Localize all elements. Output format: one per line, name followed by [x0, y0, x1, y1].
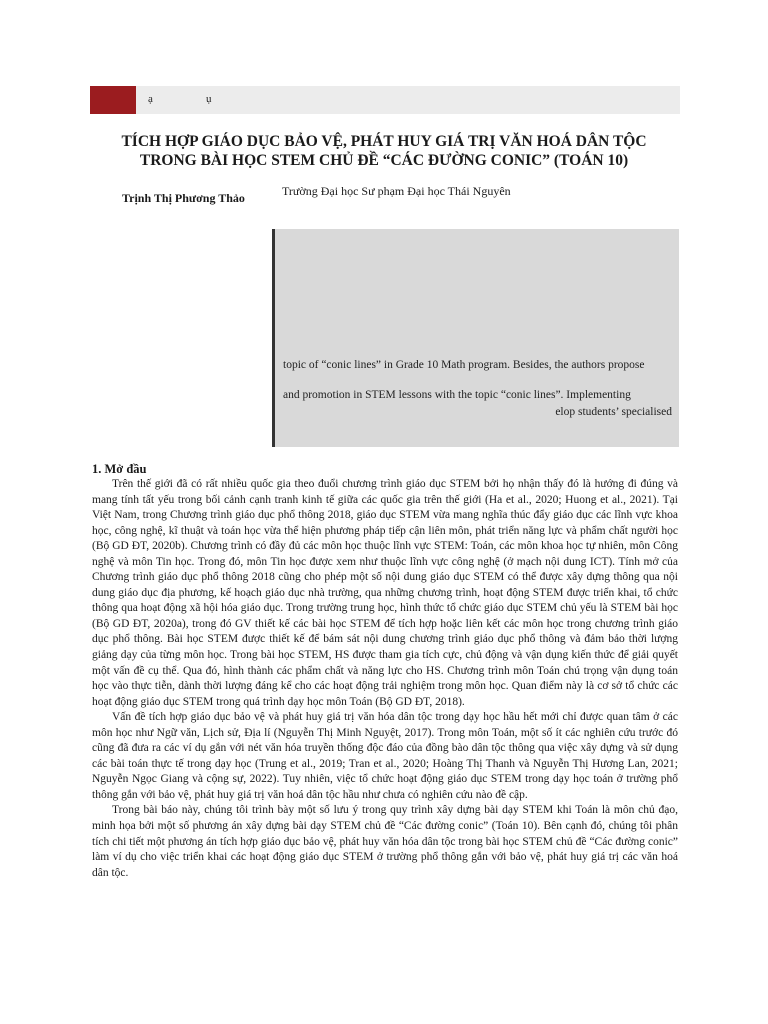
- title-line-2: TRONG BÀI HỌC STEM CHỦ ĐỀ “CÁC ĐƯỜNG CONIC” (TOÁN 10): [139, 152, 629, 169]
- paragraph: Trong bài báo này, chúng tôi trình bày một số lưu ý trong quy trình xây dựng bài dạy STEM khi Toán là môn chủ đạo, minh họa bởi một số phương án xây dựng bài dạy STEM chủ đề “Các đường conic” (Toán 10). Bên cạnh đó, chúng tôi phân tích chi tiết một phương án tích hợp giáo dục bảo vệ, phát huy văn hóa dân tộc trong bài học STEM chủ đề “Các đường conic” làm ví dụ cho việc triển khai các hoạt động giáo dục STEM ở trường phổ thông gắn với bảo vệ, phát huy giá trị các văn hoá dân tộc.: [92, 804, 678, 879]
- abstract-line-3: elop students’ specialised: [555, 406, 672, 418]
- header-right-mark: ụ: [206, 93, 212, 105]
- header-left-mark: ạ: [148, 93, 153, 105]
- abstract-box: [272, 229, 679, 447]
- paragraph: Vấn đề tích hợp giáo dục bảo vệ và phát huy giá trị văn hóa dân tộc trong dạy học hầu hết mới chỉ được quan tâm ở các môn học như Ngữ văn, Lịch sử, Địa lí (Nguyễn Thị Minh Nguyệt, 2017). Trong môn Toán, một số ít các nghiên cứu trước đó cũng đã đưa ra các ví dụ gắn với nét văn hóa truyền thống độc đáo của đồng bào dân tộc thông qua việc xây dựng và sử dụng các bài toán thực tế trong dạy học (Trung et al., 2019; Tran et al., 2020; Hoàng Thị Thanh và Nguyễn Thị Hương Lan, 2021; Nguyễn Ngọc Giang và cộng sự, 2022). Tuy nhiên, việc tổ chức hoạt động giáo dục STEM trong dạy học toán ở trường phổ thông gắn với bảo vệ, phát huy giá trị văn hoá dân tộc hầu như chưa có nghiên cứu nào đề cập.: [92, 711, 678, 801]
- section-heading: 1. Mở đầu: [92, 462, 147, 476]
- author-affiliation: Trường Đại học Sư phạm Đại học Thái Nguyên: [282, 184, 511, 198]
- header-accent-block: [90, 86, 136, 114]
- abstract-line-2: and promotion in STEM lessons with the topic “conic lines”. Implementing: [283, 389, 631, 401]
- paragraph: Trên thế giới đã có rất nhiều quốc gia theo đuổi chương trình giáo dục STEM bởi họ nhận thấy đó là hướng đi đúng và mang tính tất yếu trong bối cảnh cạnh tranh kinh tế giữa các quốc gia trên thế giới (Ha et al., 2020; Huong et al., 2021). Tại Việt Nam, trong Chương trình giáo dục phổ thông 2018, giáo dục STEM vừa mang nghĩa thúc đẩy giáo dục các lĩnh vực khoa học, công nghệ, kĩ thuật và toán học vừa thể hiện phương pháp tiếp cận liên môn, phát triển năng lực và phẩm chất người học (Bộ GD ĐT, 2020b). Chương trình có đầy đủ các môn học thuộc lĩnh vực STEM: Toán, các môn khoa học tự nhiên, môn Công nghệ và môn Tin học. Trong đó, môn Tin học được xem như thuộc lĩnh vực công nghệ (ở mạch nội dung ICT). Tính mở của Chương trình giáo dục phổ thông 2018 cũng cho phép một số nội dung giáo dục STEM có thể được xây dựng thông qua nội dung giáo dục địa phương, kế hoạch giáo dục nhà trường, qua những chương trình, hoạt động STEM được triển khai, tổ chức thông qua hoạt động xã hội hóa giáo dục. Trong trường trung học, hình thức tổ chức giáo dục STEM chủ yếu là STEM bài học (Bộ GD ĐT, 2020a), trong đó GV thiết kế các bài học STEM để tích hợp hoặc liên kết các môn học trong chương trình giáo dục phổ thông. Bài học STEM được thiết kế để bám sát nội dung chương trình giáo dục phổ thông và đảm bảo thời lượng giảng dạy của từng môn học. Trong bài học STEM, HS được tham gia tích cực, chủ động và vận dụng kiến thức để giải quyết một vấn đề cụ thể. Qua đó, hình thành các phẩm chất và năng lực cho HS. Chương trình môn Toán chú trọng vận dụng toán học vào thực tiễn, dành thời lượng đáng kể cho các hoạt động trải nghiệm trong môn học. Quan điểm này là cơ sở tổ chức các hoạt động giáo dục STEM trong quá trình dạy học môn Toán (Bộ GD ĐT, 2018).: [92, 478, 678, 708]
- article-title: [70, 132, 698, 170]
- author-name: Trịnh Thị Phương Thảo: [122, 191, 245, 205]
- section-body: [92, 477, 678, 881]
- title-line-1: TÍCH HỢP GIÁO DỤC BẢO VỆ, PHÁT HUY GIÁ TRỊ VĂN HOÁ DÂN TỘC: [121, 133, 647, 150]
- abstract-line-1: topic of “conic lines” in Grade 10 Math program. Besides, the authors propose: [283, 359, 645, 371]
- header-bar: [90, 86, 680, 114]
